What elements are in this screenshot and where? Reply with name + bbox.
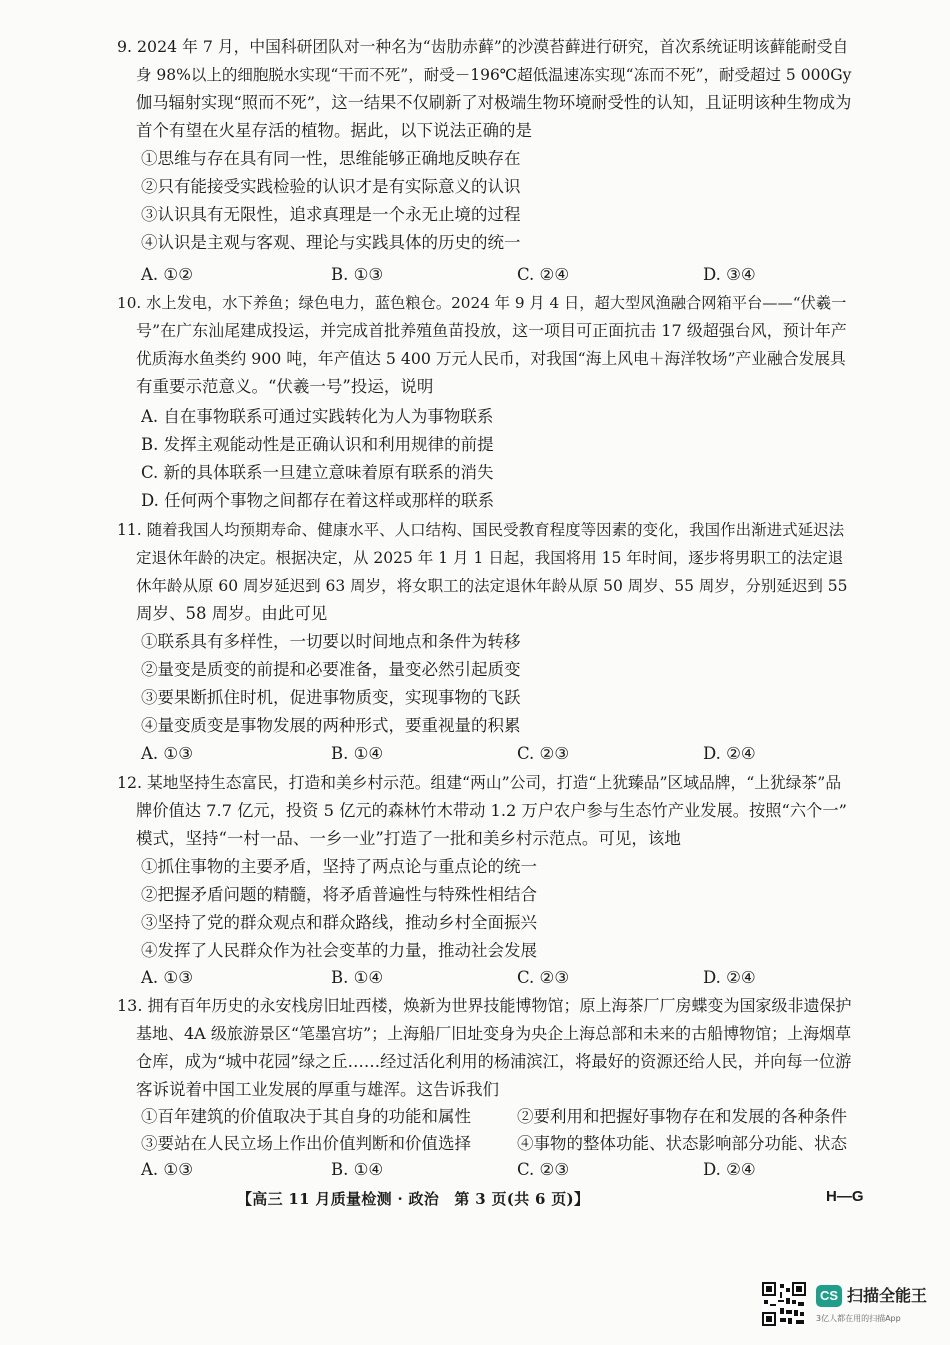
- question-stem-line: 首个有望在火星存活的植物。据此，以下说法正确的是: [136, 121, 532, 140]
- statement-option: ③认识具有无限性，追求真理是一个永无止境的过程: [141, 205, 521, 224]
- choice-a: A. ①③: [141, 968, 193, 987]
- choice-d: D. ②④: [703, 968, 756, 987]
- statement-option: ①思维与存在具有同一性，思维能够正确地反映存在: [141, 149, 521, 168]
- question-stem-line: 客诉说着中国工业发展的厚重与雄浑。这告诉我们: [136, 1080, 499, 1099]
- question-stem-line: 12. 某地坚持生态富民，打造和美乡村示范。组建“两山”公司，打造“上犹臻品”区域品牌，“上犹绿茶”品: [117, 773, 842, 792]
- choice-b: B. ①③: [331, 265, 384, 284]
- question-stem-line: 11. 随着我国人均预期寿命、健康水平、人口结构、国民受教育程度等因素的变化，我国作出渐进式延迟法: [117, 521, 845, 539]
- question-stem-line: 号”在广东汕尾建成投运，并完成首批养殖鱼苗投放，这一项目可正面抗击 17 级超强台风，预计年产: [136, 321, 847, 340]
- question-stem-line: 9. 2024 年 7 月，中国科研团队对一种名为“齿肋赤藓”的沙漠苔藓进行研究，首次系统证明该藓能耐受自: [117, 37, 849, 56]
- camscanner-tagline: 3亿人都在用的扫描App: [816, 1314, 901, 1323]
- question-stem-line: 10. 水上发电，水下养鱼；绿色电力，蓝色粮仓。2024 年 9 月 4 日，超大型风渔融合网箱平台——“伏羲一: [117, 294, 847, 312]
- question-stem-line: 有重要示范意义。“伏羲一号”投运，说明: [136, 377, 434, 396]
- camscanner-logo: CS: [816, 1285, 842, 1307]
- choice-b: B. ①④: [331, 968, 384, 987]
- question-stem-line: 仓库，成为“城中花园”绿之丘……经过活化利用的杨浦滨江，将最好的资源还给人民，并向每一位游: [136, 1052, 852, 1071]
- statement-option: ④发挥了人民群众作为社会变革的力量，推动社会发展: [141, 941, 537, 960]
- choice-a: A. 自在事物联系可通过实践转化为人为事物联系: [141, 407, 494, 426]
- choice-a: A. ①③: [141, 744, 193, 763]
- statement-option: ③要站在人民立场上作出价值判断和价值选择: [141, 1134, 471, 1153]
- question-stem-line: 伽马辐射实现“照而不死”，这一结果不仅刷新了对极端生物环境耐受性的认知，且证明该种生物成为: [136, 93, 852, 112]
- statement-option: ①抓住事物的主要矛盾，坚持了两点论与重点论的统一: [141, 857, 537, 876]
- choice-d: D. ②④: [703, 744, 756, 763]
- statement-option: ②只有能接受实践检验的认识才是有实际意义的认识: [141, 177, 521, 196]
- question-stem-line: 定退休年龄的决定。根据决定，从 2025 年 1 月 1 日起，我国将用 15 年时间，逐步将男职工的法定退: [136, 549, 844, 567]
- statement-option: ②把握矛盾问题的精髓，将矛盾普遍性与特殊性相结合: [141, 885, 537, 904]
- statement-option: ③坚持了党的群众观点和群众路线，推动乡村全面振兴: [141, 913, 537, 932]
- choice-b: B. 发挥主观能动性是正确认识和利用规律的前提: [141, 435, 494, 454]
- question-stem-line: 优质海水鱼类约 900 吨，年产值达 5 400 万元人民币，对我国“海上风电＋海洋牧场”产业融合发展具: [136, 349, 846, 368]
- statement-option: ④认识是主观与客观、理论与实践具体的历史的统一: [141, 233, 521, 252]
- statement-option: ①联系具有多样性，一切要以时间地点和条件为转移: [141, 632, 521, 651]
- statement-option: ①百年建筑的价值取决于其自身的功能和属性: [141, 1107, 471, 1126]
- question-stem-line: 休年龄从原 60 周岁延迟到 63 周岁，将女职工的法定退休年龄从原 50 周岁、55 周岁，分别延迟到 55: [136, 577, 848, 595]
- choice-b: B. ①④: [331, 744, 384, 763]
- question-stem-line: 周岁、58 周岁。由此可见: [136, 604, 328, 623]
- qr-code-icon: [762, 1282, 806, 1326]
- statement-option: ④事物的整体功能、状态影响部分功能、状态: [517, 1134, 847, 1153]
- question-stem-line: 模式，坚持“一村一品、一乡一业”打造了一批和美乡村示范点。可见，该地: [136, 829, 681, 848]
- question-stem-line: 13. 拥有百年历史的永安栈房旧址西楼，焕新为世界技能博物馆；原上海茶厂厂房蝶变为国家级非遗保护: [117, 996, 852, 1015]
- statement-option: ④量变质变是事物发展的两种形式，要重视量的积累: [141, 716, 521, 735]
- choice-c: C. ②③: [517, 1160, 570, 1179]
- choice-c: C. ②③: [517, 968, 570, 987]
- paper-code: H—G: [826, 1188, 864, 1205]
- choice-c: C. 新的具体联系一旦建立意味着原有联系的消失: [141, 463, 494, 482]
- question-stem-line: 牌价值达 7.7 亿元，投资 5 亿元的森林竹木带动 1.2 万户农户参与生态竹产业发展。按照“六个一”: [136, 801, 847, 820]
- choice-a: A. ①③: [141, 1160, 193, 1179]
- question-stem-line: 身 98%以上的细胞脱水实现“干而不死”，耐受－196℃超低温速冻实现“冻而不死”，耐受超过 5 000Gy: [136, 66, 852, 84]
- question-stem-line: 基地、4A 级旅游景区“笔墨宫坊”；上海船厂旧址变身为央企上海总部和未来的古船博物馆；上海烟草: [136, 1024, 852, 1043]
- choice-c: C. ②④: [517, 265, 570, 284]
- page-footer: 【高三 11 月质量检测 · 政治 第 3 页(共 6 页)】: [237, 1190, 590, 1208]
- statement-option: ②要利用和把握好事物存在和发展的各种条件: [517, 1107, 847, 1126]
- choice-d: D. ②④: [703, 1160, 756, 1179]
- statement-option: ③要果断抓住时机，促进事物质变，实现事物的飞跃: [141, 688, 521, 707]
- choice-a: A. ①②: [141, 265, 193, 284]
- camscanner-app-name: 扫描全能王: [847, 1286, 928, 1305]
- choice-b: B. ①④: [331, 1160, 384, 1179]
- choice-d: D. 任何两个事物之间都存在着这样或那样的联系: [141, 491, 495, 510]
- choice-d: D. ③④: [703, 265, 756, 284]
- choice-c: C. ②③: [517, 744, 570, 763]
- statement-option: ②量变是质变的前提和必要准备，量变必然引起质变: [141, 660, 521, 679]
